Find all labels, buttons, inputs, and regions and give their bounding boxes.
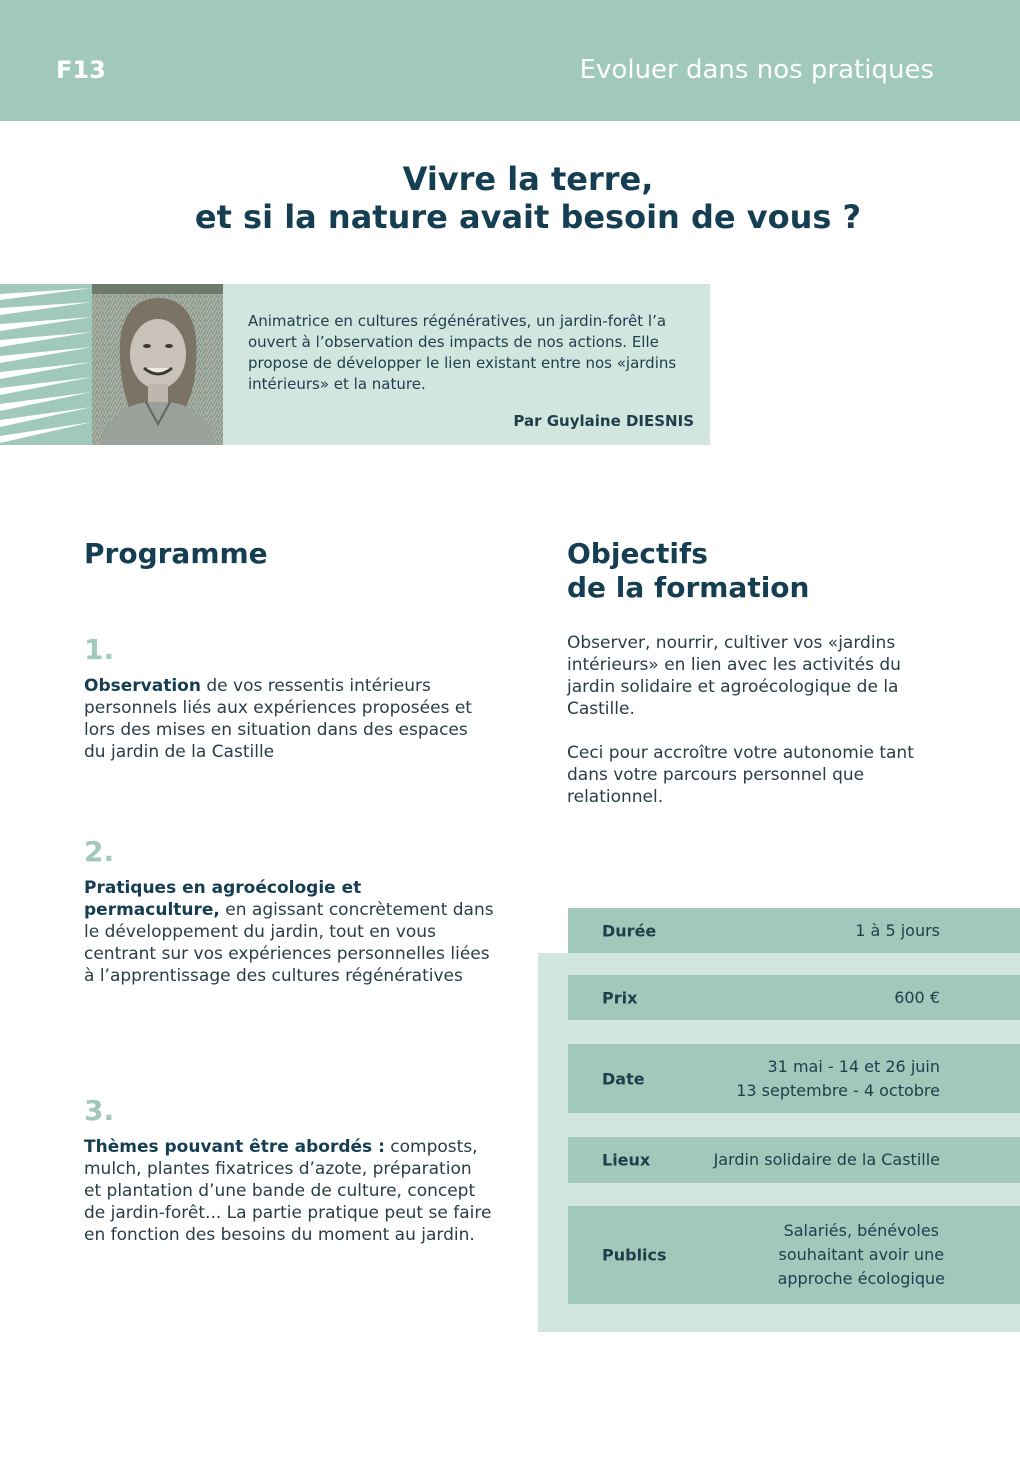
info-value-publics (778, 1219, 945, 1291)
info-value-date-line2: 13 septembre - 4 octobre (736, 1080, 940, 1100)
info-value-prix (894, 986, 940, 1010)
info-label-prix: Prix (602, 988, 638, 1007)
programme-item-1-bold: Observation (84, 676, 201, 696)
info-value-publics-line2: souhaitant avoir une (778, 1245, 945, 1264)
objectifs-paragraph-1: Observer, nourrir, cultiver vos «jardins intérieurs» en lien avec les activités du jardin solidaire et agroécologique de la Castille. (567, 633, 901, 719)
bio-box (223, 284, 710, 445)
info-value-date (736, 1055, 940, 1103)
programme-item-1-body: de vos ressentis intérieurs personnels liés aux expériences proposées et lors des mises en situation dans des espaces du jardin de la Castille (84, 676, 472, 762)
programme-item-3-number: 3. (84, 1094, 115, 1127)
info-value-lieux (714, 1148, 940, 1172)
info-label-date: Date (602, 1069, 645, 1088)
page-title (0, 160, 1020, 236)
info-value-date-line1: 31 mai - 14 et 26 juin (767, 1056, 940, 1076)
objectifs-heading-line1: Objectifs (567, 537, 708, 570)
info-value-prix-line1: 600 € (894, 987, 940, 1007)
bio-text: Animatrice en cultures régénératives, un jardin-forêt l’a ouvert à l’observation des impacts de nos actions. Elle propose de développer le lien existant entre nos «jardins intérieurs» et la nature. (248, 312, 677, 393)
info-row-prix (568, 975, 1020, 1020)
info-value-publics-line1: Salariés, bénévoles (783, 1221, 940, 1240)
bio-author: Par Guylaine DIESNIS (513, 412, 694, 430)
programme-item-2-bold: Pratiques en agroécologie et permaculture, (84, 878, 362, 920)
info-row-duree (568, 908, 1020, 953)
info-value-publics-line3: approche écologique (777, 1269, 945, 1288)
programme-item-3-text (84, 1136, 494, 1246)
info-row-publics (568, 1206, 1020, 1304)
objectifs-heading-line2: de la formation (567, 571, 810, 604)
programme-heading: Programme (84, 537, 268, 570)
programme-item-2-text (84, 877, 494, 987)
programme-item-1-text (84, 675, 494, 763)
programme-item-3-body: composts, mulch, plantes fixatrices d’azote, préparation et plantation d’une bande de culture, concept de jardin-forêt... La partie pratique peut se faire en fonction des besoins du moment au jardin. (84, 1137, 492, 1245)
info-label-publics: Publics (602, 1245, 667, 1265)
decorative-stripes (0, 284, 92, 445)
page-title-line2: et si la nature avait besoin de vous ? (194, 198, 862, 236)
info-value-duree-line1: 1 à 5 jours (855, 920, 940, 940)
programme-item-2-body: en agissant concrètement dans le développement du jardin, tout en vous centrant sur vos expériences personnelles liées à l’apprentissage des cultures régénératives (84, 900, 494, 986)
objectifs-heading (567, 537, 809, 605)
info-value-lieux-line1: Jardin solidaire de la Castille (713, 1150, 940, 1169)
author-portrait (92, 284, 223, 445)
programme-item-3-bold: Thèmes pouvant être abordés : (84, 1137, 385, 1157)
course-code: F13 (56, 56, 106, 84)
info-label-duree: Durée (602, 921, 657, 940)
programme-item-2-number: 2. (84, 835, 115, 868)
page-title-line1: Vivre la terre, (402, 160, 654, 198)
programme-item-1-number: 1. (84, 633, 115, 666)
objectifs-paragraph-2: Ceci pour accroître votre autonomie tant dans votre parcours personnel que relationnel. (567, 743, 914, 807)
info-value-duree (855, 919, 940, 943)
info-row-date (568, 1044, 1020, 1113)
info-row-lieux (568, 1137, 1020, 1183)
section-title: Evoluer dans nos pratiques (579, 55, 934, 85)
info-label-lieux: Lieux (602, 1150, 651, 1170)
